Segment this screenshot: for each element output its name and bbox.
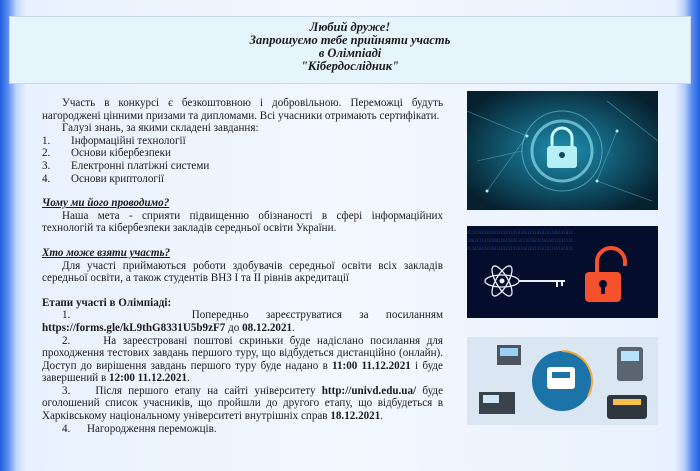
- invitation-line: Запрошуємо тебе прийняти участь: [249, 33, 451, 47]
- why-heading: Чому ми його проводимо?: [42, 197, 170, 210]
- svg-text:011010010100110101101010010110: 01101001010011010110101001011010101100101010: [467, 246, 573, 251]
- invitation-header: [9, 16, 691, 84]
- intro-paragraph: Участь в конкурсі є безкоштовною і добровільною. Переможці будуть нагороджені цінними призами та дипломами. Всі учасники отримають сертифікати.: [42, 97, 443, 122]
- list-item: 2. Основи кібербезпеки: [42, 147, 171, 160]
- list-item: 1. Інформаційні технології: [42, 134, 186, 147]
- topics-intro: Галузі знань, за якими складені завдання:: [62, 122, 259, 135]
- why-text: Наша мета - сприяти підвищенню обізнаності в сфері інформаційних технологій та кібербезпеки закладів середньої освіти України.: [42, 209, 443, 235]
- olympiad-line: в Олімпіаді: [318, 46, 382, 60]
- payment-devices-icon: [467, 337, 658, 425]
- greeting: Любий друже!: [309, 20, 391, 34]
- stage-1: 1. Попередньо зареєструватися за посиланням https://forms.gle/kL9thG8331U5b9zF7 до 08.12.2021.: [42, 309, 443, 334]
- who-text: Для участі приймаються роботи здобувачів середньої освіти всіх закладів середньої освіти, а також студентів ВНЗ І та ІІ рівнів акредитації: [42, 259, 443, 285]
- list-item: 3. Електронні платіжні системи: [42, 159, 210, 172]
- main-text: [42, 97, 443, 435]
- svg-text:100101101010011010010101101001: 10010110101001101001010110100101010011010110: [467, 238, 573, 243]
- who-heading: Хто може взяти участь?: [42, 246, 171, 259]
- list-item: 4. Основи криптології: [42, 172, 165, 185]
- university-link[interactable]: http://univd.edu.ua/: [321, 384, 417, 397]
- key-atom-padlock-icon: [467, 226, 658, 318]
- stages-heading: Етапи участі в Олімпіаді:: [42, 296, 172, 309]
- olympiad-name: "Кібердослідник": [300, 59, 400, 73]
- stage-4: 4. Нагородження переможців.: [62, 422, 217, 435]
- svg-text:011010010100110101101010010110: 01101001010011010110101001011010101100101010: [467, 230, 573, 235]
- stage-3: 3. Після першого етапу на сайті університету http://univd.edu.ua/ буде оголошений список учасників, що пройшли до другого етапу, що відбудеться в Харківському національному університеті внутрішніх справ 18.12.2021.: [42, 384, 443, 423]
- lock-network-icon: [467, 91, 658, 210]
- stage-2: 2. На зареєстровані поштові скриньки буде надіслано посилання для проходження тестових завдань першого туру, що відбудеться дистанційно (онлайн). Доступ до вирішення завдань першого туру буде надано в 11:00 11.12.2021 і буде завершений в 12:00 11.12.2021.: [42, 334, 443, 385]
- registration-link[interactable]: https://forms.gle/kL9thG8331U5b9zF7: [42, 321, 226, 334]
- topics-list: [42, 135, 443, 185]
